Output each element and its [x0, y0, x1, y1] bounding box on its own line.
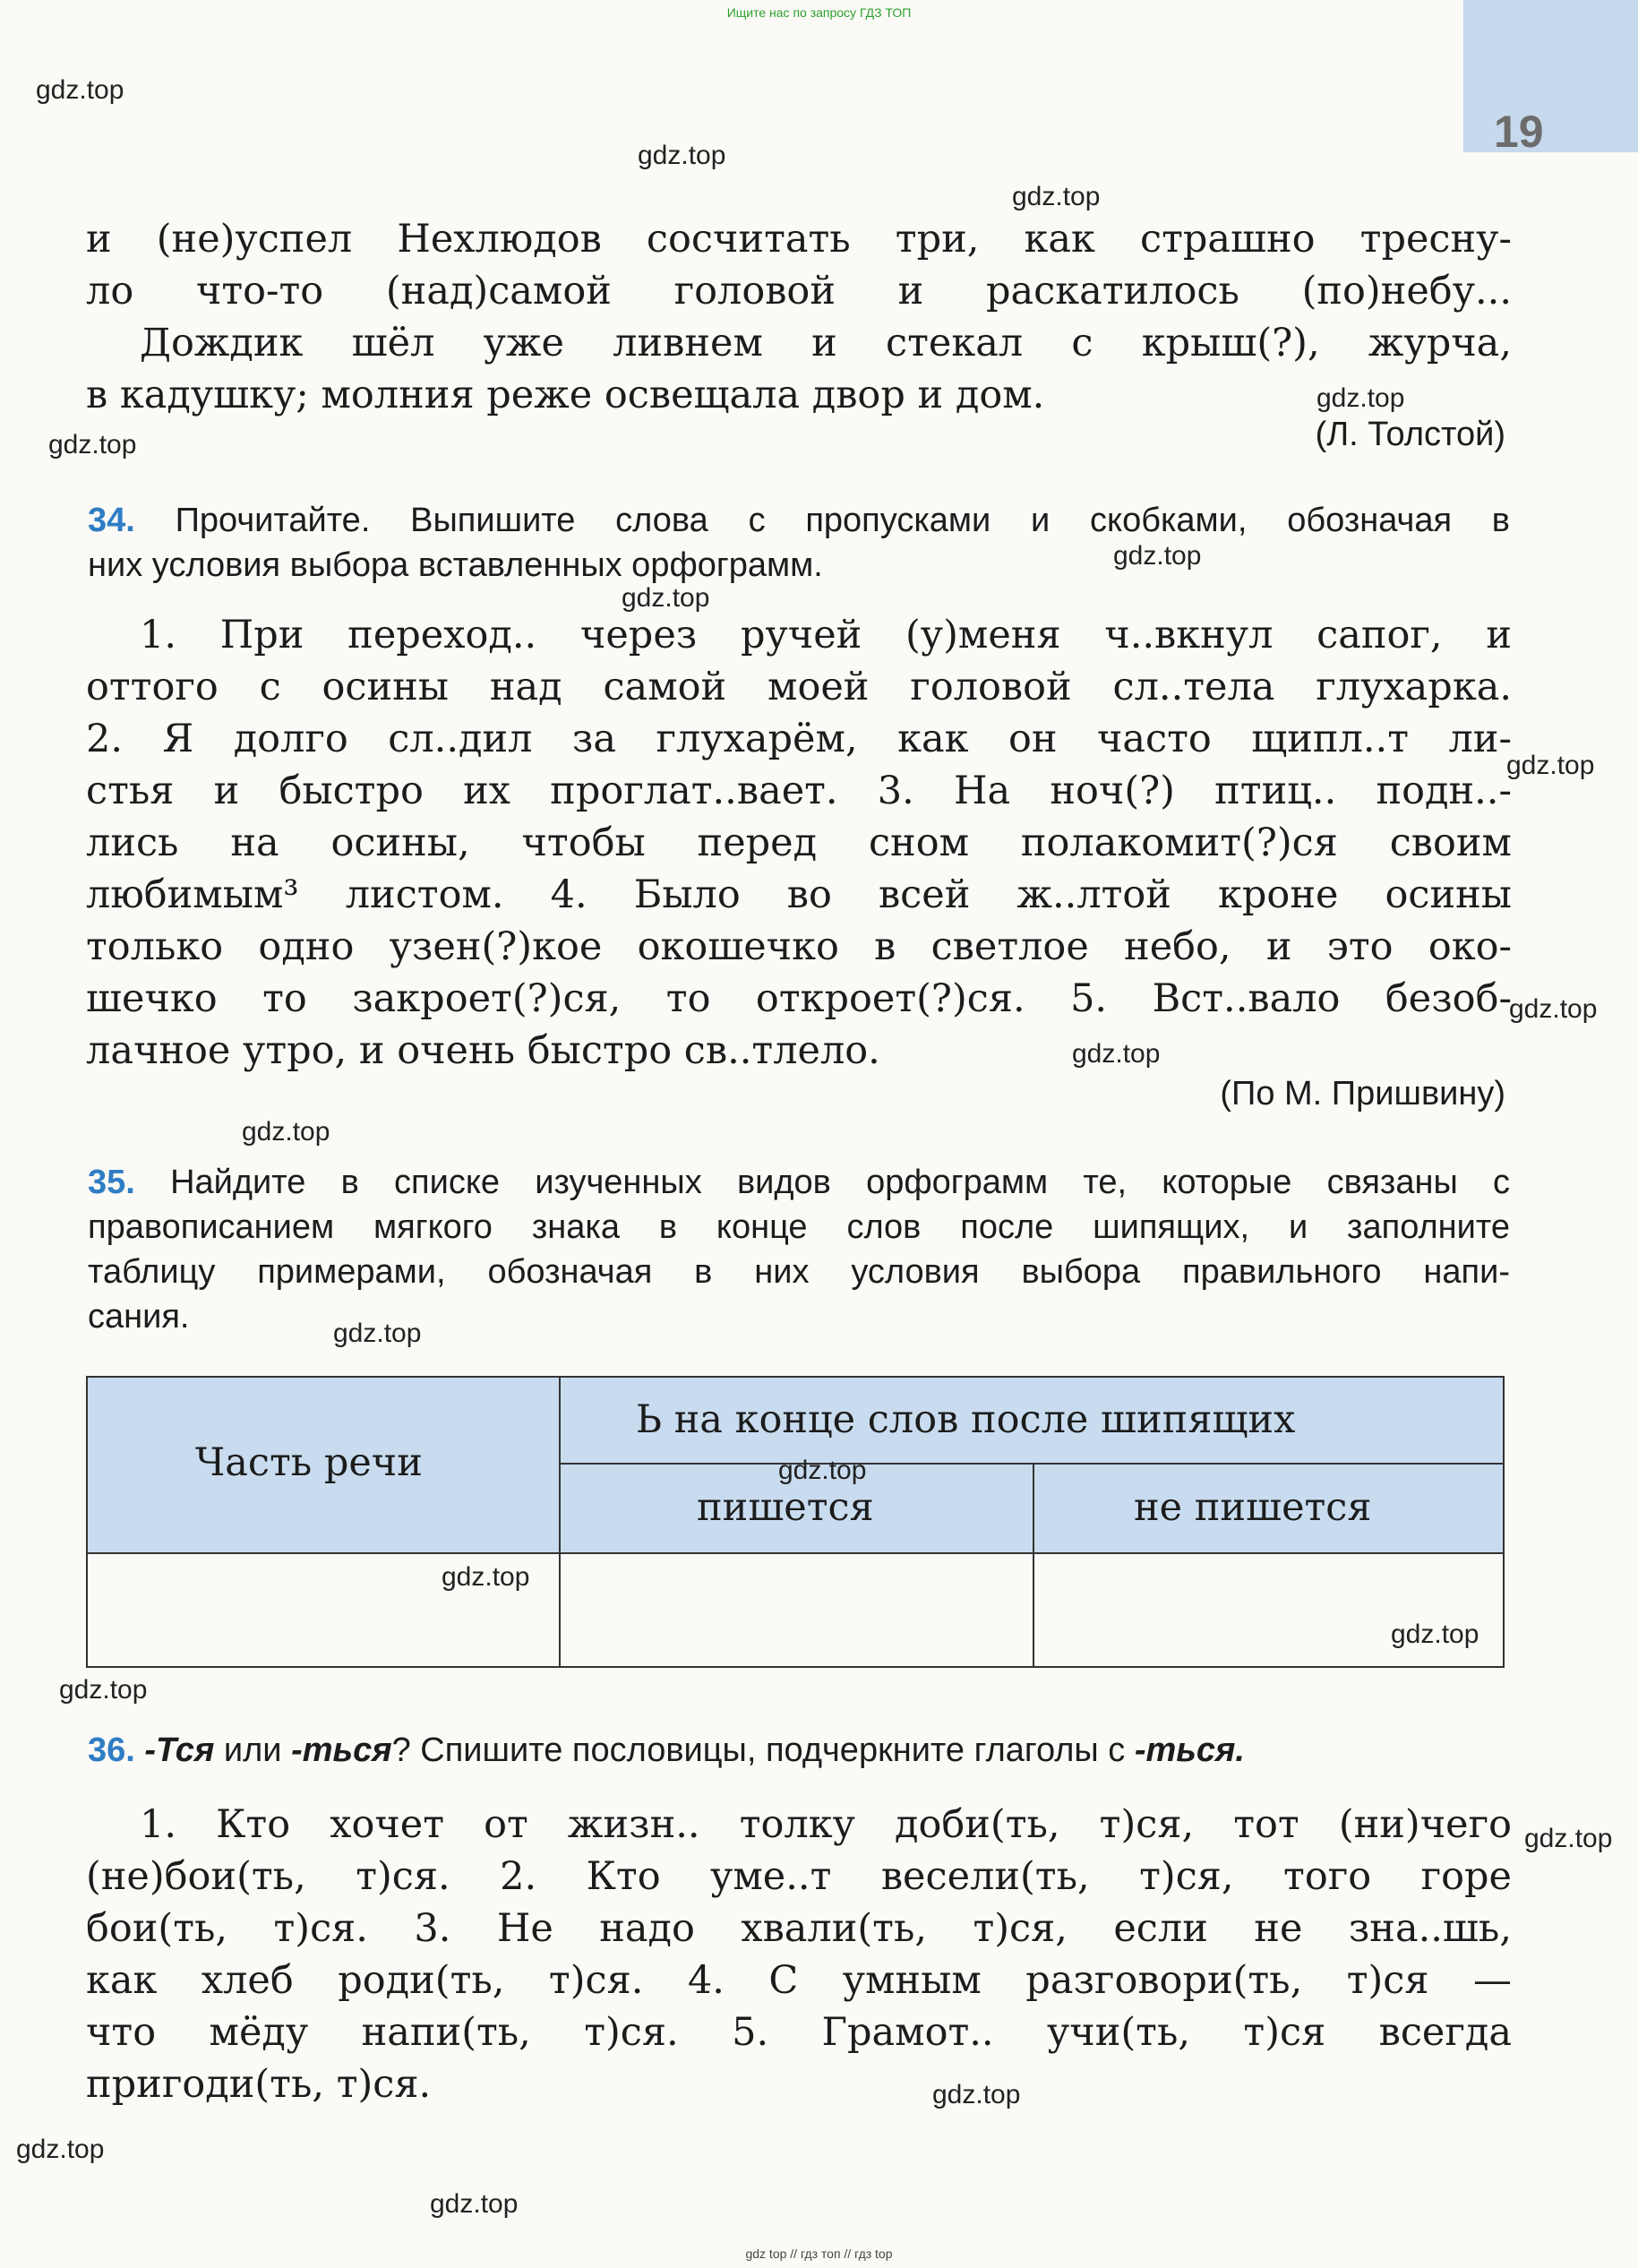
- task36-text-line: пригоди(ть, т)ся.: [86, 2062, 432, 2107]
- task36-text-line: (не)бои(ть, т)ся. 2. Кто уме..т весели(ть, т)ся, того горе: [86, 1854, 1512, 1899]
- watermark: gdz.top: [1316, 383, 1405, 413]
- task35-prompt-line: Найдите в списке изученных видов орфограмм те, которые связаны с: [170, 1164, 1510, 1201]
- watermark: gdz.top: [1524, 1824, 1613, 1853]
- task35-prompt-line: сания.: [88, 1298, 190, 1336]
- task34-prompt-line: Прочитайте. Выпишите слова с пропусками и скобками, обозначая в: [175, 502, 1510, 539]
- task34-prompt-line: них условия выбора вставленных орфограмм.: [88, 546, 823, 584]
- intro-line: в кадушку; молния реже освещала двор и дом.: [86, 373, 1045, 417]
- task36-text-line: что мёду напи(ть, т)ся. 5. Грамот.. учи(ть, т)ся всегда: [86, 2010, 1512, 2055]
- task36-prompt-text: ? Спишите пословицы, подчеркните глаголы с: [391, 1731, 1135, 1769]
- table-cell-empty[interactable]: [564, 1556, 1029, 1662]
- watermark: gdz.top: [36, 75, 124, 105]
- group-header: Ь на конце слов после шипящих: [636, 1397, 1296, 1442]
- intro-line: и (не)успел Нехлюдов сосчитать три, как страшно тресну-: [86, 217, 1512, 262]
- intro-source: (Л. Толстой): [1315, 416, 1505, 453]
- watermark: gdz.top: [622, 583, 710, 613]
- task34-text-line: лись на осины, чтобы перед сном полакомит(?)ся своим: [86, 820, 1512, 865]
- task35-prompt-line: правописанием мягкого знака в конце слов после шипящих, и заполните: [88, 1208, 1510, 1246]
- watermark: gdz.top: [1391, 1619, 1479, 1649]
- task34-text-line: любимым³ листом. 4. Было во всей ж..лтой кроне осины: [86, 872, 1512, 917]
- table-divider: [559, 1378, 561, 1666]
- task36-text-line: бои(ть, т)ся. 3. Не надо хвали(ть, т)ся, если не зна..шь,: [86, 1906, 1512, 1951]
- watermark: gdz.top: [48, 430, 137, 460]
- watermark: gdz.top: [1113, 541, 1202, 571]
- watermark: gdz.top: [430, 2189, 519, 2219]
- intro-line: Дождик шёл уже ливнем и стекал с крыш(?), журча,: [140, 321, 1512, 365]
- task36-tsya: -Тся: [144, 1731, 215, 1769]
- task34-number: 34.: [88, 502, 135, 539]
- task34-text-line: 2. Я долго сл..дил за глухарём, как он часто щипл..т ли-: [86, 717, 1512, 761]
- watermark: gdz.top: [442, 1562, 530, 1592]
- intro-line: ло что-то (над)самой головой и раскатилось (по)небу...: [86, 269, 1512, 314]
- task35-number: 35.: [88, 1164, 135, 1201]
- task36-prompt-or: или: [214, 1731, 292, 1769]
- task34-text-line: 1. При переход.. через ручей (у)меня ч..вкнул сапог, и: [140, 613, 1512, 657]
- task36-prompt: [88, 1728, 1510, 1773]
- watermark: gdz.top: [242, 1117, 330, 1147]
- task36-text-line: 1. Кто хочет от жизн.. толку доби(ть, т)ся, тот (ни)чего: [140, 1802, 1512, 1847]
- watermark: gdz.top: [1072, 1039, 1161, 1069]
- watermark: gdz.top: [59, 1675, 148, 1705]
- watermark: gdz.top: [1012, 182, 1101, 211]
- task36-tsya-soft: -ться: [291, 1731, 392, 1769]
- task36-tsya-soft-end: -ться.: [1134, 1731, 1245, 1769]
- page-corner-tab: [1463, 0, 1638, 152]
- spelling-table: [86, 1376, 1505, 1668]
- watermark: gdz.top: [333, 1319, 422, 1348]
- table-divider: [1033, 1464, 1034, 1666]
- table-divider: [559, 1463, 1503, 1465]
- watermark: gdz.top: [778, 1456, 867, 1485]
- task34-text-line: только одно узен(?)кое окошечко в светлое небо, и это око-: [86, 924, 1512, 969]
- page-number: 19: [1494, 107, 1544, 157]
- col-header-not-written: не пишется: [1134, 1485, 1372, 1530]
- task35-prompt-line: таблицу примерами, обозначая в них условия выбора правильного напи-: [88, 1253, 1510, 1291]
- watermark: gdz.top: [1509, 994, 1598, 1024]
- task35-prompt: [88, 1160, 1510, 1339]
- col-header-part-of-speech: Часть речи: [195, 1440, 423, 1485]
- watermark: gdz.top: [1506, 751, 1595, 780]
- task34-text-line: стья и быстро их проглат..вает. 3. На ноч(?) птиц.. подн..-: [86, 769, 1512, 813]
- bottom-note: gdz top // гдз топ // гдз top: [745, 2247, 893, 2261]
- task34-text-line: лачное утро, и очень быстро св..тлело.: [86, 1028, 880, 1073]
- table-divider: [88, 1552, 1503, 1554]
- task34-prompt: [88, 498, 1510, 588]
- task36-number: 36.: [88, 1731, 135, 1769]
- watermark: gdz.top: [638, 141, 726, 170]
- top-note: Ищите нас по запросу ГДЗ ТОП: [726, 5, 912, 20]
- watermark: gdz.top: [16, 2135, 105, 2164]
- task34-source: (По М. Пришвину): [1220, 1075, 1505, 1113]
- watermark: gdz.top: [932, 2080, 1021, 2109]
- col-header-written: пишется: [697, 1485, 874, 1530]
- task34-text-line: оттого с осины над самой моей головой сл..тела глухарка.: [86, 665, 1512, 709]
- task36-text-line: как хлеб роди(ть, т)ся. 4. С умным разговори(ть, т)ся —: [86, 1958, 1512, 2003]
- task34-text-line: шечко то закроет(?)ся, то откроет(?)ся. 5. Вст..вало безоб-: [86, 976, 1512, 1021]
